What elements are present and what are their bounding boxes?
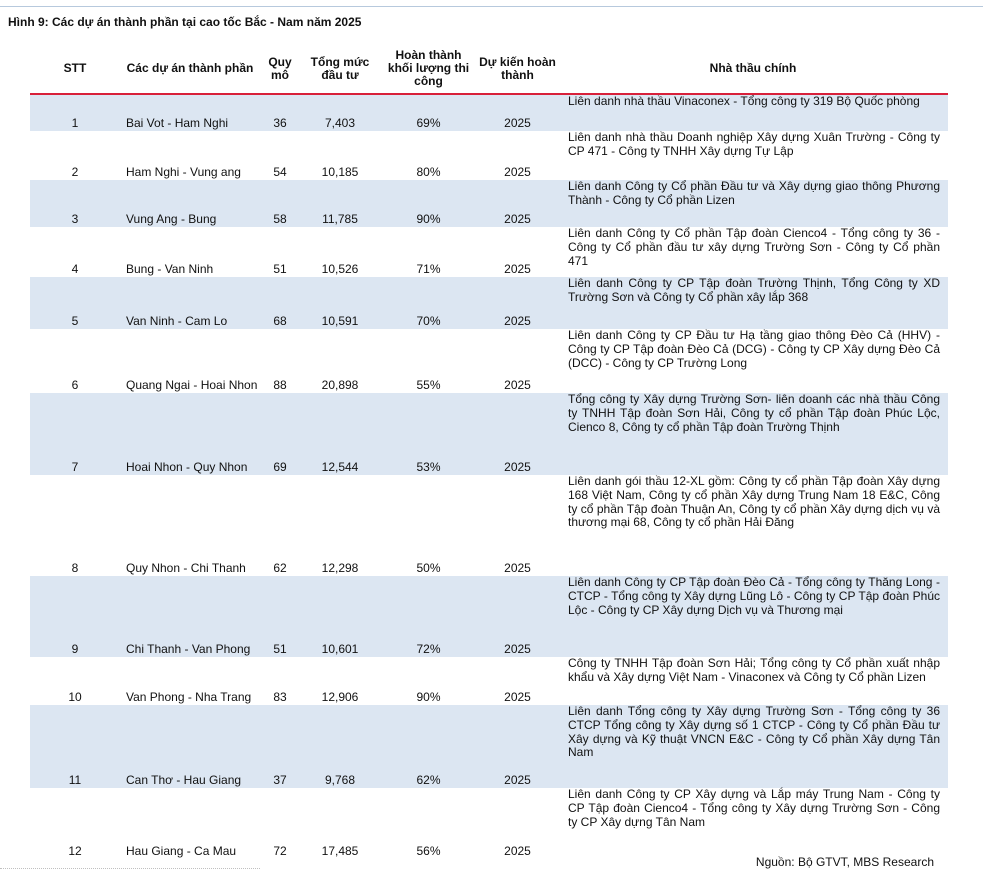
cell-stt: 4: [71, 262, 79, 276]
cell-investment: 12,906: [321, 690, 359, 704]
cell-investment: 17,485: [321, 844, 359, 858]
cell-project: Can Thơ - Hau Giang: [120, 705, 260, 788]
projects-table: [30, 44, 948, 859]
cell-stt: 1: [30, 94, 120, 131]
cell-investment: 12,298: [321, 561, 359, 575]
cell-stt: 12: [68, 844, 82, 858]
cell-contractor: Liên danh Công ty Cổ phần Tập đoàn Cienco4 - Tổng công ty 36 - Công ty Cổ phần đầu tư xây dựng Trường Sơn - Công ty Cổ phần 471: [568, 226, 940, 268]
cell-completion: 62%: [380, 705, 477, 788]
table-row: [30, 705, 948, 788]
cell-expected: 2025: [504, 844, 531, 858]
header-project: Các dự án thành phần: [120, 44, 260, 94]
cell-contractor: Liên danh nhà thầu Vinaconex - Tổng công ty 319 Bộ Quốc phòng: [558, 94, 948, 131]
cell-project: Van Phong - Nha Trang: [126, 690, 252, 704]
cell-completion: 55%: [416, 378, 441, 392]
cell-expected: 2025: [504, 561, 531, 575]
cell-contractor: Liên danh gói thầu 12-XL gồm: Công ty cổ phần Tập đoàn Xây dựng 168 Việt Nam, Công ty cổ phần Xây dựng Trung Nam 18 E&C, Công ty cổ phần Tập đoàn Thuận An, Công ty cổ phần Xây dựng dịch vụ và thương mại 68, Công ty cổ phần Hải Đăng: [568, 474, 940, 530]
cell-stt: 11: [30, 705, 120, 788]
cell-investment: 10,185: [321, 165, 359, 179]
cell-project: Bai Vot - Ham Nghi: [120, 94, 260, 131]
cell-project: Quang Ngai - Hoai Nhon: [126, 378, 258, 392]
cell-investment: 9,768: [300, 705, 380, 788]
cell-project: Hau Giang - Ca Mau: [126, 844, 237, 858]
cell-investment: 20,898: [321, 378, 359, 392]
cell-contractor: Công ty TNHH Tập đoàn Sơn Hải; Tổng công ty Cổ phần xuất nhập khẩu và Xây dựng Việt Nam - Vinaconex và Công ty Cổ phần Lizen: [568, 656, 940, 684]
cell-expected: 2025: [504, 378, 531, 392]
cell-size: 72: [273, 844, 287, 858]
cell-completion: 53%: [380, 393, 477, 475]
cell-completion: 50%: [416, 561, 441, 575]
cell-project: Quy Nhon - Chi Thanh: [126, 561, 246, 575]
cell-expected: 2025: [504, 262, 531, 276]
cell-completion: 90%: [380, 180, 477, 227]
header-expected: Dự kiến hoàn thành: [477, 44, 558, 94]
cell-investment: 12,544: [300, 393, 380, 475]
table-row: [30, 131, 948, 180]
cell-stt: 6: [71, 378, 79, 392]
table-row: [30, 329, 948, 393]
cell-contractor: Liên danh Công ty CP Tập đoàn Trường Thịnh, Tổng Công ty XD Trường Sơn và Công ty Cổ phần xây lắp 368: [558, 277, 948, 329]
table-row: [30, 576, 948, 657]
cell-contractor: Liên danh Công ty CP Xây dựng và Lắp máy Trung Nam - Công ty CP Tập đoàn Cienco4 - Tổng công ty Xây dựng Trường Sơn - Công ty CP Xây dựng Tân Nam: [568, 787, 940, 829]
cell-stt: 8: [71, 561, 79, 575]
cell-contractor: Tổng công ty Xây dựng Trường Sơn- liên doanh các nhà thầu Công ty TNHH Tập đoàn Sơn Hải, Công ty cổ phần Tập đoàn Phúc Lộc, Cienco 8, Công ty cổ phần Tập đoàn Trường Thịnh: [558, 393, 948, 475]
header-investment: Tổng mức đầu tư: [300, 44, 380, 94]
cell-project: Vung Ang - Bung: [120, 180, 260, 227]
source-note: Nguồn: Bộ GTVT, MBS Research: [755, 855, 934, 869]
cell-size: 62: [273, 561, 287, 575]
cell-contractor: Liên danh Công ty Cổ phần Đầu tư và Xây dựng giao thông Phương Thành - Công ty Cổ phần Lizen: [558, 180, 948, 227]
table-row: [30, 227, 948, 277]
table-row: [30, 393, 948, 475]
cell-stt: 2: [71, 165, 79, 179]
cell-investment: 10,591: [300, 277, 380, 329]
cell-stt: 3: [30, 180, 120, 227]
cell-project: Ham Nghi - Vung ang: [126, 165, 241, 179]
header-completion: Hoàn thành khối lượng thi công: [380, 44, 477, 94]
cell-stt: 10: [68, 690, 82, 704]
cell-investment: 7,403: [300, 94, 380, 131]
cell-size: 51: [273, 262, 287, 276]
cell-contractor: Liên danh Công ty CP Đầu tư Hạ tầng giao thông Đèo Cả (HHV) - Công ty CP Tập đoàn Đèo Cả (DCG) - Công ty CP Xây dựng Đèo Cả (DCC) - Công ty CP Trường Long: [568, 328, 940, 370]
cell-stt: 9: [30, 576, 120, 657]
cell-size: 69: [260, 393, 300, 475]
cell-project: Bung - Van Ninh: [126, 262, 214, 276]
bottom-edge-divider: [0, 868, 260, 873]
header-contractor: Nhà thầu chính: [558, 44, 948, 94]
table-row: [30, 788, 948, 859]
cell-completion: 80%: [416, 165, 441, 179]
cell-size: 68: [260, 277, 300, 329]
cell-expected: 2025: [477, 576, 558, 657]
cell-expected: 2025: [477, 393, 558, 475]
cell-contractor: Liên danh Công ty CP Tập đoàn Đèo Cả - Tổng công ty Thăng Long - CTCP - Tổng công ty Xây dựng Lũng Lô - Công ty CP Tập đoàn Phúc Lộc - Công ty CP Xây dựng Dịch vụ và Thương mại: [558, 576, 948, 657]
cell-completion: 90%: [416, 690, 441, 704]
cell-contractor: Liên danh nhà thầu Doanh nghiệp Xây dựng Xuân Trường - Công ty CP 471 - Công ty TNHH Xây dựng Tự Lập: [568, 130, 940, 158]
cell-size: 37: [260, 705, 300, 788]
table-header-row: [30, 44, 948, 94]
top-divider: [0, 6, 983, 7]
cell-size: 36: [260, 94, 300, 131]
cell-stt: 7: [30, 393, 120, 475]
figure-caption: Hình 9: Các dự án thành phần tại cao tốc Bắc - Nam năm 2025: [8, 15, 362, 29]
cell-investment: 11,785: [300, 180, 380, 227]
header-size: Quy mô: [260, 44, 300, 94]
cell-expected: 2025: [504, 165, 531, 179]
cell-project: Van Ninh - Cam Lo: [120, 277, 260, 329]
header-stt: STT: [30, 44, 120, 94]
cell-investment: 10,526: [321, 262, 359, 276]
cell-expected: 2025: [477, 705, 558, 788]
cell-completion: 72%: [380, 576, 477, 657]
cell-expected: 2025: [477, 180, 558, 227]
cell-stt: 5: [30, 277, 120, 329]
cell-investment: 10,601: [300, 576, 380, 657]
table-row: [30, 94, 948, 131]
cell-completion: 71%: [416, 262, 441, 276]
table-row: [30, 180, 948, 227]
table-row: [30, 277, 948, 329]
cell-size: 83: [273, 690, 287, 704]
cell-expected: 2025: [504, 690, 531, 704]
cell-size: 51: [260, 576, 300, 657]
cell-size: 54: [273, 165, 287, 179]
cell-contractor: Liên danh Tổng công ty Xây dựng Trường Sơn - Tổng công ty 36 CTCP Tổng công ty Xây dựng số 1 CTCP - Công ty Cổ phần Đầu tư Xây dựng và Kỹ thuật VNCN E&C - Công ty Cổ phần Xây dựng Tân Nam: [558, 705, 948, 788]
table-row: [30, 657, 948, 705]
cell-project: Hoai Nhon - Quy Nhon: [120, 393, 260, 475]
cell-completion: 70%: [380, 277, 477, 329]
cell-size: 88: [273, 378, 287, 392]
table-body: [30, 94, 948, 859]
cell-completion: 56%: [416, 844, 441, 858]
cell-completion: 69%: [380, 94, 477, 131]
cell-expected: 2025: [477, 94, 558, 131]
cell-size: 58: [260, 180, 300, 227]
table-row: [30, 475, 948, 576]
cell-expected: 2025: [477, 277, 558, 329]
cell-project: Chi Thanh - Van Phong: [120, 576, 260, 657]
